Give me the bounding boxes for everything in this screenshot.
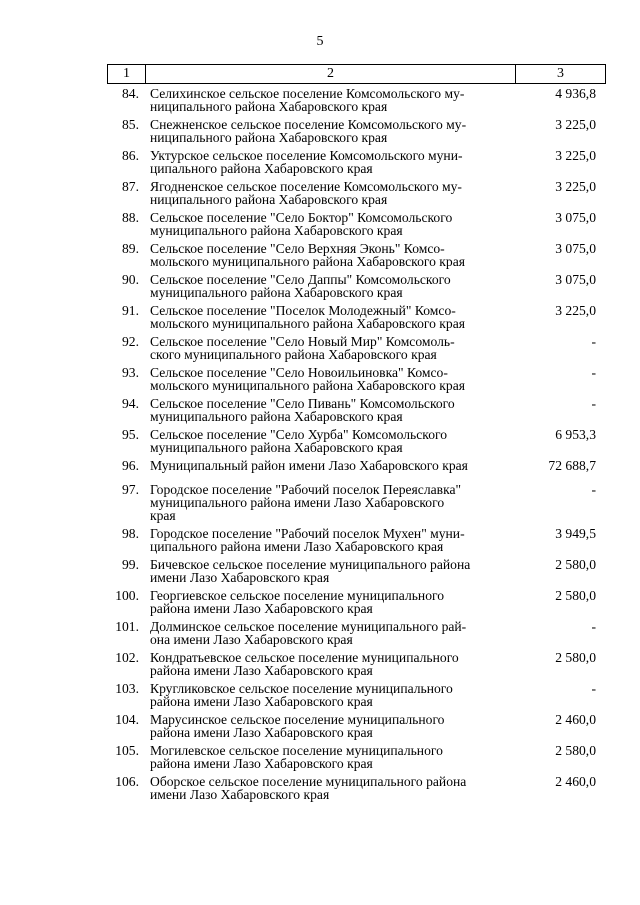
row-name-line: района имени Лазо Хабаровского края: [150, 725, 373, 740]
row-number: 91.: [122, 303, 139, 318]
table-row: [107, 620, 606, 646]
row-value: 6 953,3: [555, 427, 596, 442]
row-name-line: района имени Лазо Хабаровского края: [150, 663, 373, 678]
row-name-line: Георгиевское сельское поселение муниципального: [150, 588, 445, 603]
row-value: 2 580,0: [555, 557, 596, 572]
row-name-line: муниципального района имени Лазо Хабаровского: [150, 495, 445, 510]
row-number: 84.: [122, 86, 139, 101]
row-name-line: мольского муниципального района Хабаровского края: [150, 316, 465, 331]
row-name-line: Снежненское сельское поселение Комсомольского му-: [150, 117, 467, 132]
table-row: [107, 682, 606, 708]
table-row: [107, 483, 606, 522]
row-name: [150, 118, 515, 144]
row-value: -: [591, 396, 596, 411]
table-row: [107, 118, 606, 144]
row-name-line: муниципального района Хабаровского края: [150, 409, 403, 424]
row-number: 85.: [122, 117, 139, 132]
row-name-line: ципального района имени Лазо Хабаровского края: [150, 539, 444, 554]
row-number: 100.: [115, 588, 139, 603]
table-row: [107, 651, 606, 677]
row-value: 72 688,7: [548, 458, 596, 473]
row-value: 3 225,0: [555, 303, 596, 318]
row-name-line: Оборское сельское поселение муниципального района: [150, 774, 467, 789]
table-row: [107, 775, 606, 801]
row-name-line: Городское поселение "Рабочий поселок Переяславка": [150, 482, 462, 497]
row-name: [150, 483, 515, 522]
row-value: 3 225,0: [555, 179, 596, 194]
table-row: [107, 713, 606, 739]
table-row: [107, 273, 606, 299]
row-number: 93.: [122, 365, 139, 380]
row-value: -: [591, 482, 596, 497]
row-name-line: Сельское поселение "Село Хурба" Комсомольского: [150, 427, 448, 442]
row-number: 92.: [122, 334, 139, 349]
row-value: 2 460,0: [555, 774, 596, 789]
table-row: [107, 335, 606, 361]
row-name: [150, 180, 515, 206]
row-name-line: Городское поселение "Рабочий поселок Мухен" муни-: [150, 526, 465, 541]
row-name: [150, 366, 515, 392]
row-name-line: ского муниципального района Хабаровского края: [150, 347, 437, 362]
table-row: [107, 87, 606, 113]
row-value: -: [591, 334, 596, 349]
table-row: [107, 527, 606, 553]
row-name: [150, 589, 515, 615]
row-name-line: муниципального района Хабаровского края: [150, 285, 403, 300]
table-row: [107, 211, 606, 237]
row-name-line: Марусинское сельское поселение муниципального: [150, 712, 445, 727]
row-name: [150, 397, 515, 423]
row-name: [150, 211, 515, 237]
row-name-line: Сельское поселение "Село Даппы" Комсомольского: [150, 272, 451, 287]
table-row: [107, 366, 606, 392]
table-row: [107, 589, 606, 615]
row-name-line: мольского муниципального района Хабаровского края: [150, 378, 465, 393]
row-value: 4 936,8: [555, 86, 596, 101]
row-number: 88.: [122, 210, 139, 225]
row-name-line: Кондратьевское сельское поселение муниципального: [150, 650, 459, 665]
row-name-line: ниципального района Хабаровского края: [150, 192, 388, 207]
row-name-line: ципального района Хабаровского края: [150, 161, 373, 176]
row-name-line: муниципального района Хабаровского края: [150, 440, 403, 455]
row-number: 99.: [122, 557, 139, 572]
row-number: 102.: [115, 650, 139, 665]
row-name: [150, 682, 515, 708]
table-row: [107, 397, 606, 423]
table-row: [107, 242, 606, 268]
row-name: [150, 620, 515, 646]
row-name-line: Уктурское сельское поселение Комсомольского муни-: [150, 148, 463, 163]
table-row: [107, 149, 606, 175]
row-name-line: Могилевское сельское поселение муниципального: [150, 743, 443, 758]
row-name-line: Селихинское сельское поселение Комсомольского му-: [150, 86, 465, 101]
table-body: [107, 87, 606, 806]
table-row: [107, 744, 606, 770]
row-name: [150, 87, 515, 113]
table-header: [107, 64, 606, 84]
row-value: -: [591, 681, 596, 696]
row-name-line: Кругликовское сельское поселение муниципального: [150, 681, 453, 696]
row-number: 95.: [122, 427, 139, 442]
table-row: [107, 558, 606, 584]
row-name: [150, 558, 515, 584]
row-name-line: края: [150, 508, 176, 523]
header-col-1: 1: [108, 65, 146, 83]
row-name-line: Сельское поселение "Село Боктор" Комсомольского: [150, 210, 453, 225]
row-name-line: района имени Лазо Хабаровского края: [150, 601, 373, 616]
row-name-line: района имени Лазо Хабаровского края: [150, 694, 373, 709]
header-col-3: 3: [557, 66, 564, 81]
row-name-line: она имени Лазо Хабаровского края: [150, 632, 353, 647]
row-value: 2 580,0: [555, 743, 596, 758]
row-number: 98.: [122, 526, 139, 541]
row-name: [150, 459, 515, 472]
page-number: 5: [316, 34, 324, 49]
row-name-line: ниципального района Хабаровского края: [150, 130, 388, 145]
table-row: [107, 304, 606, 330]
row-number: 106.: [115, 774, 139, 789]
row-name-line: Долминское сельское поселение муниципального рай-: [150, 619, 467, 634]
row-name: [150, 273, 515, 299]
row-name-line: Сельское поселение "Село Новый Мир" Комсомоль-: [150, 334, 455, 349]
row-number: 97.: [122, 482, 139, 497]
row-number: 87.: [122, 179, 139, 194]
row-number: 104.: [115, 712, 139, 727]
row-number: 105.: [115, 743, 139, 758]
row-number: 101.: [115, 619, 139, 634]
row-name-line: Бичевское сельское поселение муниципального района: [150, 557, 471, 572]
row-name: [150, 744, 515, 770]
row-name: [150, 149, 515, 175]
row-value: 3 949,5: [555, 526, 596, 541]
row-name-line: имени Лазо Хабаровского края: [150, 787, 330, 802]
table-row: [107, 459, 606, 472]
row-value: 3 075,0: [555, 241, 596, 256]
row-value: -: [591, 619, 596, 634]
row-name-line: Сельское поселение "Поселок Молодежный" Комсо-: [150, 303, 456, 318]
table-row: [107, 180, 606, 206]
row-value: 3 225,0: [555, 148, 596, 163]
row-name-line: Муниципальный район имени Лазо Хабаровского края: [150, 458, 468, 473]
row-value: 3 225,0: [555, 117, 596, 132]
row-name: [150, 713, 515, 739]
row-number: 90.: [122, 272, 139, 287]
row-name: [150, 242, 515, 268]
row-number: 94.: [122, 396, 139, 411]
row-value: 2 580,0: [555, 650, 596, 665]
row-number: 86.: [122, 148, 139, 163]
row-number: 103.: [115, 681, 139, 696]
row-name-line: района имени Лазо Хабаровского края: [150, 756, 373, 771]
row-name-line: Сельское поселение "Село Пивань" Комсомольского: [150, 396, 455, 411]
row-name: [150, 527, 515, 553]
row-name-line: Ягодненское сельское поселение Комсомольского му-: [150, 179, 462, 194]
row-value: 3 075,0: [555, 210, 596, 225]
row-name-line: Сельское поселение "Село Новоильиновка" Комсо-: [150, 365, 448, 380]
row-name-line: ниципального района Хабаровского края: [150, 99, 388, 114]
row-value: -: [591, 365, 596, 380]
row-number: 89.: [122, 241, 139, 256]
row-name-line: имени Лазо Хабаровского края: [150, 570, 330, 585]
row-number: 96.: [122, 458, 139, 473]
row-name: [150, 335, 515, 361]
row-name: [150, 775, 515, 801]
row-value: 2 460,0: [555, 712, 596, 727]
row-name-line: мольского муниципального района Хабаровского края: [150, 254, 465, 269]
row-name: [150, 428, 515, 454]
row-name-line: муниципального района Хабаровского края: [150, 223, 403, 238]
row-value: 3 075,0: [555, 272, 596, 287]
row-name: [150, 651, 515, 677]
row-name: [150, 304, 515, 330]
row-value: 2 580,0: [555, 588, 596, 603]
header-col-2: 2: [146, 65, 516, 83]
row-name-line: Сельское поселение "Село Верхняя Эконь" Комсо-: [150, 241, 445, 256]
table-row: [107, 428, 606, 454]
